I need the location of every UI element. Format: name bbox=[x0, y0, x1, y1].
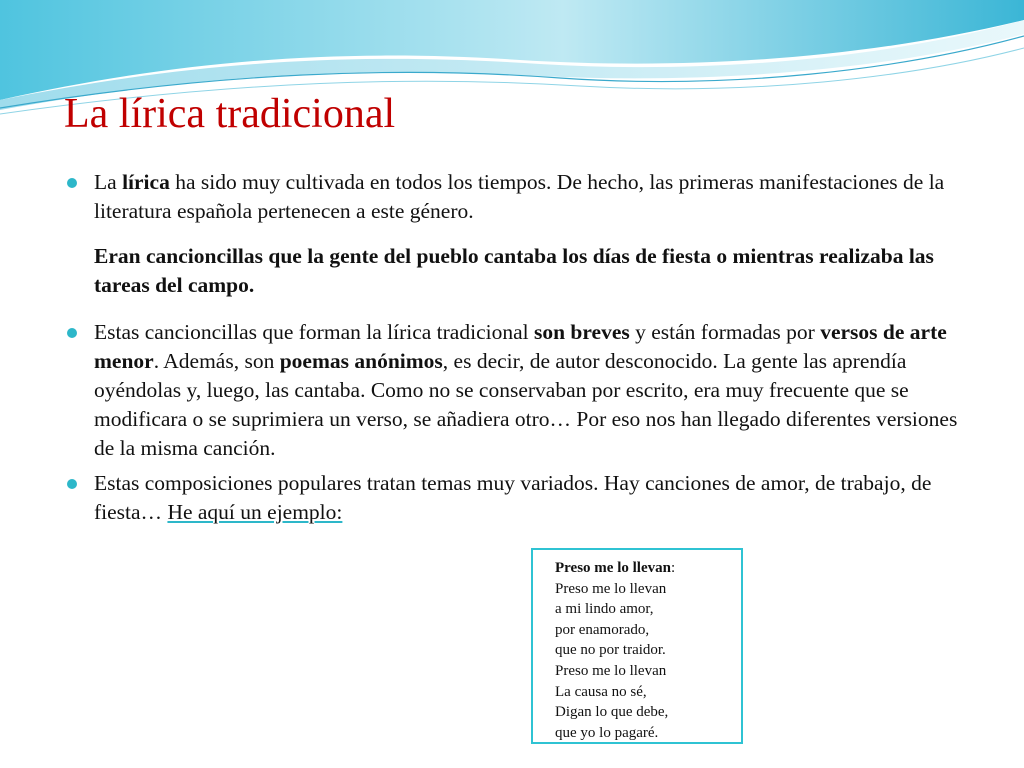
bullet-icon bbox=[67, 328, 77, 338]
bullet-text: La lírica ha sido muy cultivada en todos los tiempos. De hecho, las primeras manifestaciones de la literatura española pertenecen a este género. bbox=[94, 170, 945, 223]
slide-content bbox=[64, 168, 974, 533]
bullet-text: Estas cancioncillas que forman la lírica tradicional son breves y están formadas por versos de arte menor. Además, son poemas anónimos, es decir, de autor desconocido. La gente las aprendía oyéndolas y, luego, las cantaba. Como no se conservaban por escrito, era muy frecuente que se modificara o se suprimiera un verso, se añadiera otro… Por eso nos han llegado diferentes versiones de la misma canción. bbox=[94, 320, 958, 460]
poem-line: Preso me lo llevan bbox=[555, 662, 667, 679]
poem-title: Preso me lo llevan: bbox=[555, 560, 676, 576]
poem-line: La causa no sé, bbox=[555, 683, 647, 700]
poem-line: que no por traidor. bbox=[555, 642, 666, 659]
poem-line: Preso me lo llevan bbox=[555, 580, 667, 597]
bullet-icon bbox=[67, 479, 77, 489]
bullet-icon bbox=[67, 178, 77, 188]
bullet-item-lirica bbox=[64, 168, 974, 226]
slide-title: La lírica tradicional bbox=[64, 91, 396, 137]
poem-line: por enamorado, bbox=[555, 621, 650, 638]
ejemplo-link[interactable]: He aquí un ejemplo: bbox=[167, 500, 343, 524]
subparagraph-cancioncillas: Eran cancioncillas que la gente del pueblo cantaba los días de fiesta o mientras realizaba las tareas del campo. bbox=[94, 244, 934, 297]
bullet-item-caracteristicas bbox=[64, 318, 974, 463]
bullet-text: Estas composiciones populares tratan temas muy variados. Hay canciones de amor, de trabajo, de fiesta… He aquí un ejemplo: bbox=[94, 471, 932, 524]
poem-line: a mi lindo amor, bbox=[555, 601, 654, 618]
poem-line: que yo lo pagaré. bbox=[555, 724, 659, 741]
bullet-item-temas bbox=[64, 469, 974, 527]
poem-box bbox=[531, 548, 743, 744]
poem-line: Digan lo que debe, bbox=[555, 704, 669, 721]
